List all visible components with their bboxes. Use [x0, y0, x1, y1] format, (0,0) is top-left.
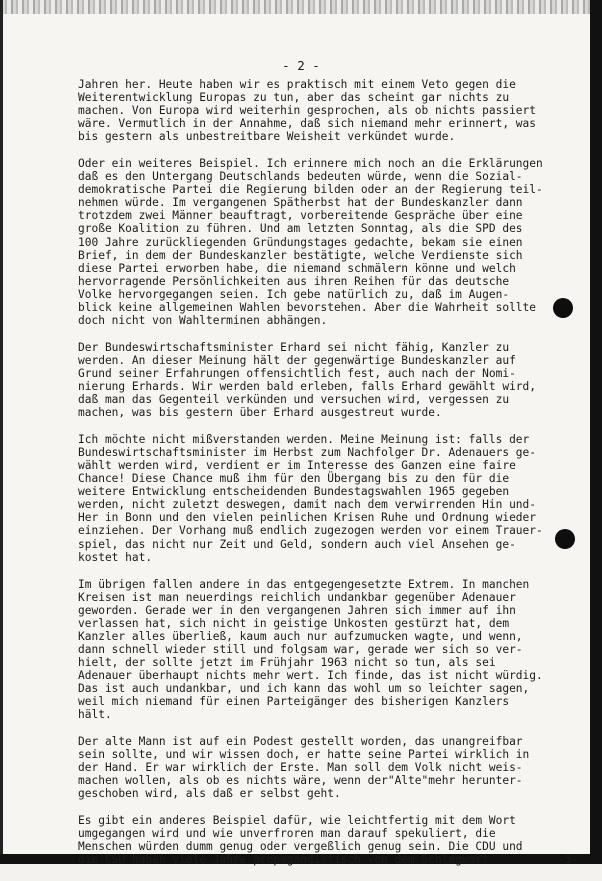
text-line: weil mich niemand für einen Parteigänger des bisherigen Kanzlers: [78, 695, 510, 709]
paragraph: [78, 341, 578, 419]
text-line: weitere Entwicklung entscheidenden Bundestagswahlen 1965 gegeben: [78, 485, 510, 499]
text-line: doch nicht von Wahlterminen abhängen.: [78, 313, 328, 327]
text-line: machen wollen, als ob es nichts wäre, wenn der"Alte"mehr herunter-: [78, 774, 523, 788]
text-line: Adenauer überhaupt nichts mehr wert. Ich finde, das ist nicht würdig.: [78, 668, 543, 682]
text-line: verlassen hat, sich nicht in geistige Unkosten gestürzt hat, dem: [78, 616, 510, 630]
paragraph: [78, 578, 578, 722]
paragraph: [78, 814, 578, 866]
text-line: werden. An dieser Meinung hält der gegenwärtige Bundeskanzler auf: [78, 353, 516, 367]
text-line: spiel, das nicht nur Zeit und Geld, sondern auch viel Ansehen ge-: [78, 537, 516, 551]
text-line: dann schnell wieder still und folgsam war, gerade wer sich so ver-: [78, 642, 523, 656]
text-line: Der alte Mann ist auf ein Podest gestellt worden, das unangreifbar: [78, 735, 523, 749]
text-line: machen, was bis gestern über Erhard ausgestreut wurde.: [78, 406, 442, 420]
text-line: bis gestern als unbestreitbare Weisheit verkündet wurde.: [78, 130, 456, 144]
text-line: trotzdem zwei Männer beauftragt, vorbereitende Gespräche über eine: [78, 209, 523, 223]
text-line: daß es den Untergang Deutschlands bedeuten würde, wenn die Sozial-: [78, 170, 523, 184]
text-line: Weiterentwicklung Europas zu tun, aber das scheint gar nichts zu: [78, 91, 510, 105]
text-line: der Hand. Er war wirklich der Erste. Man soll dem Volk nicht weis-: [78, 761, 523, 775]
text-line: Her in Bonn und den vielen peinlichen Krisen Ruhe und Ordnung wieder: [78, 511, 537, 525]
text-line: Kanzler alles überließ, kaum auch nur aufzumucken wagte, und wenn,: [78, 629, 523, 643]
text-line: hielt, der sollte jetzt im Frühjahr 1963 nicht so tun, als sei: [78, 655, 496, 669]
text-line: geschoben wird, als daß er selbst geht.: [78, 787, 341, 801]
text-line: 100 Jahre zurückliegenden Gründungstages gedachte, bekam sie einen: [78, 235, 523, 249]
text-line: Brief, in dem der Bundeskanzler bestätigte, welche Verdienste sich: [78, 248, 523, 262]
text-line: Volke hervorgegangen seien. Ich gebe natürlich zu, daß im Augen-: [78, 287, 510, 301]
paragraph: [78, 78, 578, 143]
paragraph: [78, 157, 578, 327]
text-line: nierung Erhards. Wir werden bald erleben, falls Erhard gewählt wird,: [78, 379, 537, 393]
page-number: - 2 -: [282, 58, 320, 73]
scan-right-edge: [590, 0, 602, 864]
typed-letter-body: [78, 78, 578, 881]
text-line: Bundeswirtschaftsminister im Herbst zum Nachfolger Dr. Adenauers ge-: [78, 446, 537, 460]
text-line: Es gibt ein anderes Beispiel dafür, wie leichtfertig mit dem Wort: [78, 814, 516, 828]
text-line: Menschen würden dumm genug oder vergeßlich genug sein. Die CDU und: [78, 840, 523, 854]
scan-top-edge: [0, 0, 602, 14]
text-line: hervorragende Persönlichkeiten aus ihren Reihen für das deutsche: [78, 274, 510, 288]
text-line: Jahren her. Heute haben wir es praktisch mit einem Veto gegen die: [78, 78, 516, 91]
text-line: einziehen. Der Vorhang muß endlich zugezogen werden vor einem Trauer-: [78, 524, 543, 538]
text-line: blick keine allgemeinen Wahlen bevorstehen. Aber die Wahrheit sollte: [78, 300, 537, 314]
text-line: hält.: [78, 708, 112, 722]
text-line: werden, nicht zuletzt deswegen, damit nach dem verwirrenden Hin und-: [78, 498, 537, 512]
text-line: kostet hat.: [78, 550, 153, 564]
text-line: Chance! Diese Chance muß ihm für den Übergang bis zu den für die: [78, 472, 510, 486]
paragraph: [78, 735, 578, 800]
text-line: machen. Von Europa wird weiterhin gesprochen, als ob nichts passiert: [78, 104, 537, 118]
text-line: wählt werden wird, verdient er im Interesse des Ganzen eine faire: [78, 459, 516, 473]
text-line: Kreisen ist man neuerdings reichlich undankbar gegenüber Adenauer: [78, 590, 516, 604]
text-line: sein sollte, und wir wissen doch, er hatte seine Partei wirklich in: [78, 748, 530, 762]
paragraph: [78, 433, 578, 563]
text-line: demokratische Partei die Regierung bilden oder an der Regierung teil-: [78, 183, 543, 197]
text-line: geworden. Gerade wer in den vergangenen Jahren sich immer auf ihn: [78, 603, 516, 617]
text-line: umgegangen wird und wie unverfroren man darauf spekuliert, die: [78, 827, 496, 841]
text-line: Ich möchte nicht mißverstanden werden. Meine Meinung ist: falls der: [78, 433, 530, 447]
text-line: Oder ein weiteres Beispiel. Ich erinnere mich noch an die Erklärungen: [78, 157, 543, 171]
text-line: daß man das Gegenteil verkünden und versuchen wird, vergessen zu: [78, 393, 510, 407]
text-line: große Koalition zu führen. Und am letzten Sonntag, als die SPD des: [78, 222, 523, 236]
text-line: Grund seiner Erfahrungen offensichtlich fest, auch nach der Nomi-: [78, 366, 516, 380]
text-line: [78, 853, 578, 866]
text-line: Das ist auch undankbar, und ich kann das wohl um so leichter sagen,: [78, 681, 530, 695]
text-line: diese Partei erworben habe, die niemand schmälern könne und welch: [78, 261, 516, 275]
text-line-content: die CSU haben viele Jahre propagandistisch von dem Schlagwort: [78, 853, 489, 867]
text-line: Der Bundeswirtschaftsminister Erhard sei nicht fähig, Kanzler zu: [78, 340, 510, 354]
scan-left-edge: [0, 0, 3, 864]
continuation-marker: -3-: [557, 853, 578, 867]
text-line: nehmen würde. Im vergangenen Spätherbst hat der Bundeskanzler dann: [78, 196, 523, 210]
text-line: wäre. Vermutlich in der Annahme, daß sich niemand mehr erinnert, was: [78, 117, 537, 131]
text-line: Im übrigen fallen andere in das entgegengesetzte Extrem. In manchen: [78, 577, 530, 591]
